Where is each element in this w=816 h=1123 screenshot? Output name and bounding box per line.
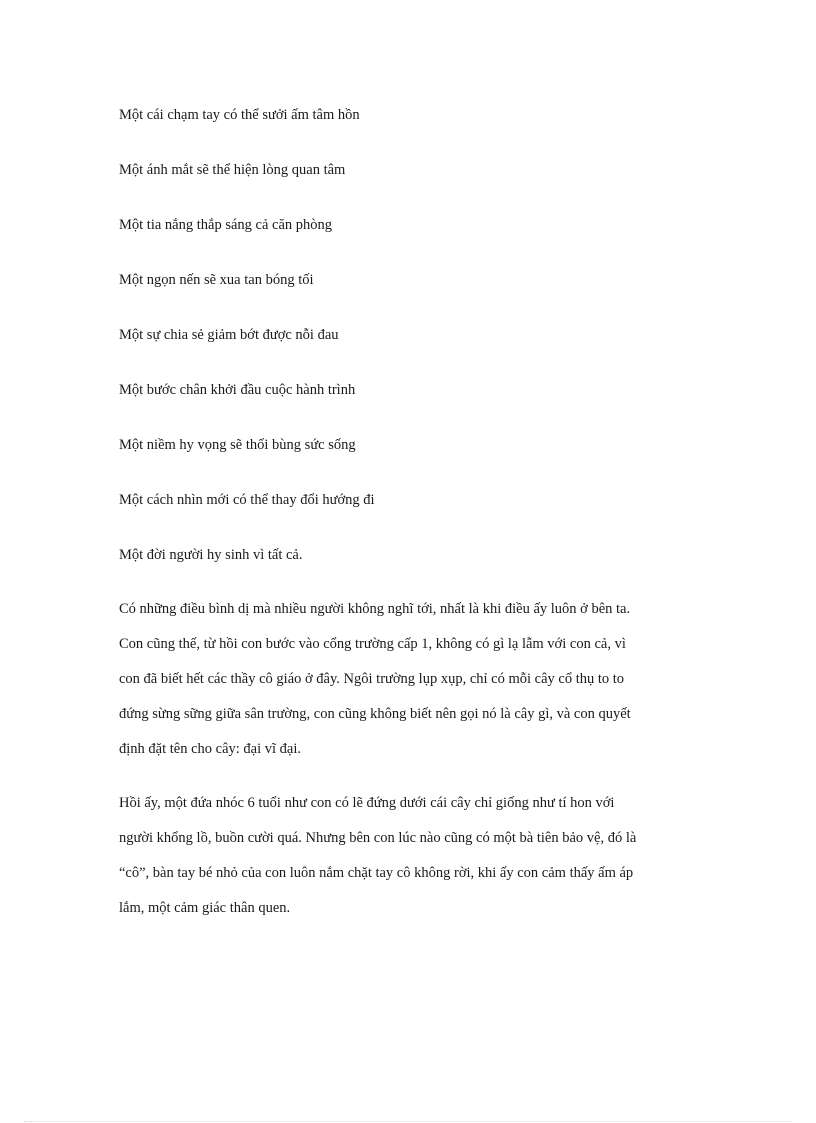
paragraph-line: đứng sừng sững giữa sân trường, con cũng không biết nên gọi nó là cây gì, và con quyết bbox=[119, 706, 631, 722]
poem-line: Một sự chia sẻ giảm bớt được nỗi đau bbox=[119, 327, 339, 343]
poem-line: Một cái chạm tay có thể sưởi ấm tâm hồn bbox=[119, 107, 360, 123]
paragraph-1 bbox=[119, 592, 697, 767]
paragraph-line: Hồi ấy, một đứa nhóc 6 tuổi như con có lẽ đứng dưới cái cây chỉ giống như tí hon với bbox=[119, 795, 615, 811]
paragraph-2 bbox=[119, 786, 697, 926]
paragraph-line: Có những điều bình dị mà nhiều người không nghĩ tới, nhất là khi điều ấy luôn ở bên ta. bbox=[119, 601, 631, 617]
page-bottom-divider bbox=[24, 1121, 792, 1122]
poem-line: Một cách nhìn mới có thể thay đổi hướng đi bbox=[119, 492, 375, 508]
paragraph-line: “cô”, bàn tay bé nhỏ của con luôn nắm chặt tay cô không rời, khi ấy con cảm thấy ấm áp bbox=[119, 865, 634, 881]
paragraph-line: con đã biết hết các thầy cô giáo ở đây. Ngôi trường lụp xụp, chỉ có mỗi cây cổ thụ to to bbox=[119, 671, 625, 687]
paragraph-line: lắm, một cảm giác thân quen. bbox=[119, 900, 291, 916]
paragraph-line: người khổng lồ, buồn cười quá. Nhưng bên con lúc nào cũng có một bà tiên bảo vệ, đó là bbox=[119, 830, 637, 846]
poem-line: Một đời người hy sinh vì tất cả. bbox=[119, 547, 303, 563]
poem-line: Một niềm hy vọng sẽ thổi bùng sức sống bbox=[119, 437, 356, 453]
poem-line: Một ngọn nến sẽ xua tan bóng tối bbox=[119, 272, 314, 288]
paragraph-line: Con cũng thế, từ hồi con bước vào cổng trường cấp 1, không có gì lạ lẫm với con cả, vì bbox=[119, 636, 626, 652]
poem-line: Một bước chân khởi đầu cuộc hành trình bbox=[119, 382, 356, 398]
paragraph-line: định đặt tên cho cây: đại vĩ đại. bbox=[119, 741, 302, 757]
poem-line: Một ánh mắt sẽ thể hiện lòng quan tâm bbox=[119, 162, 346, 178]
poem-line: Một tia nắng thắp sáng cả căn phòng bbox=[119, 217, 333, 233]
